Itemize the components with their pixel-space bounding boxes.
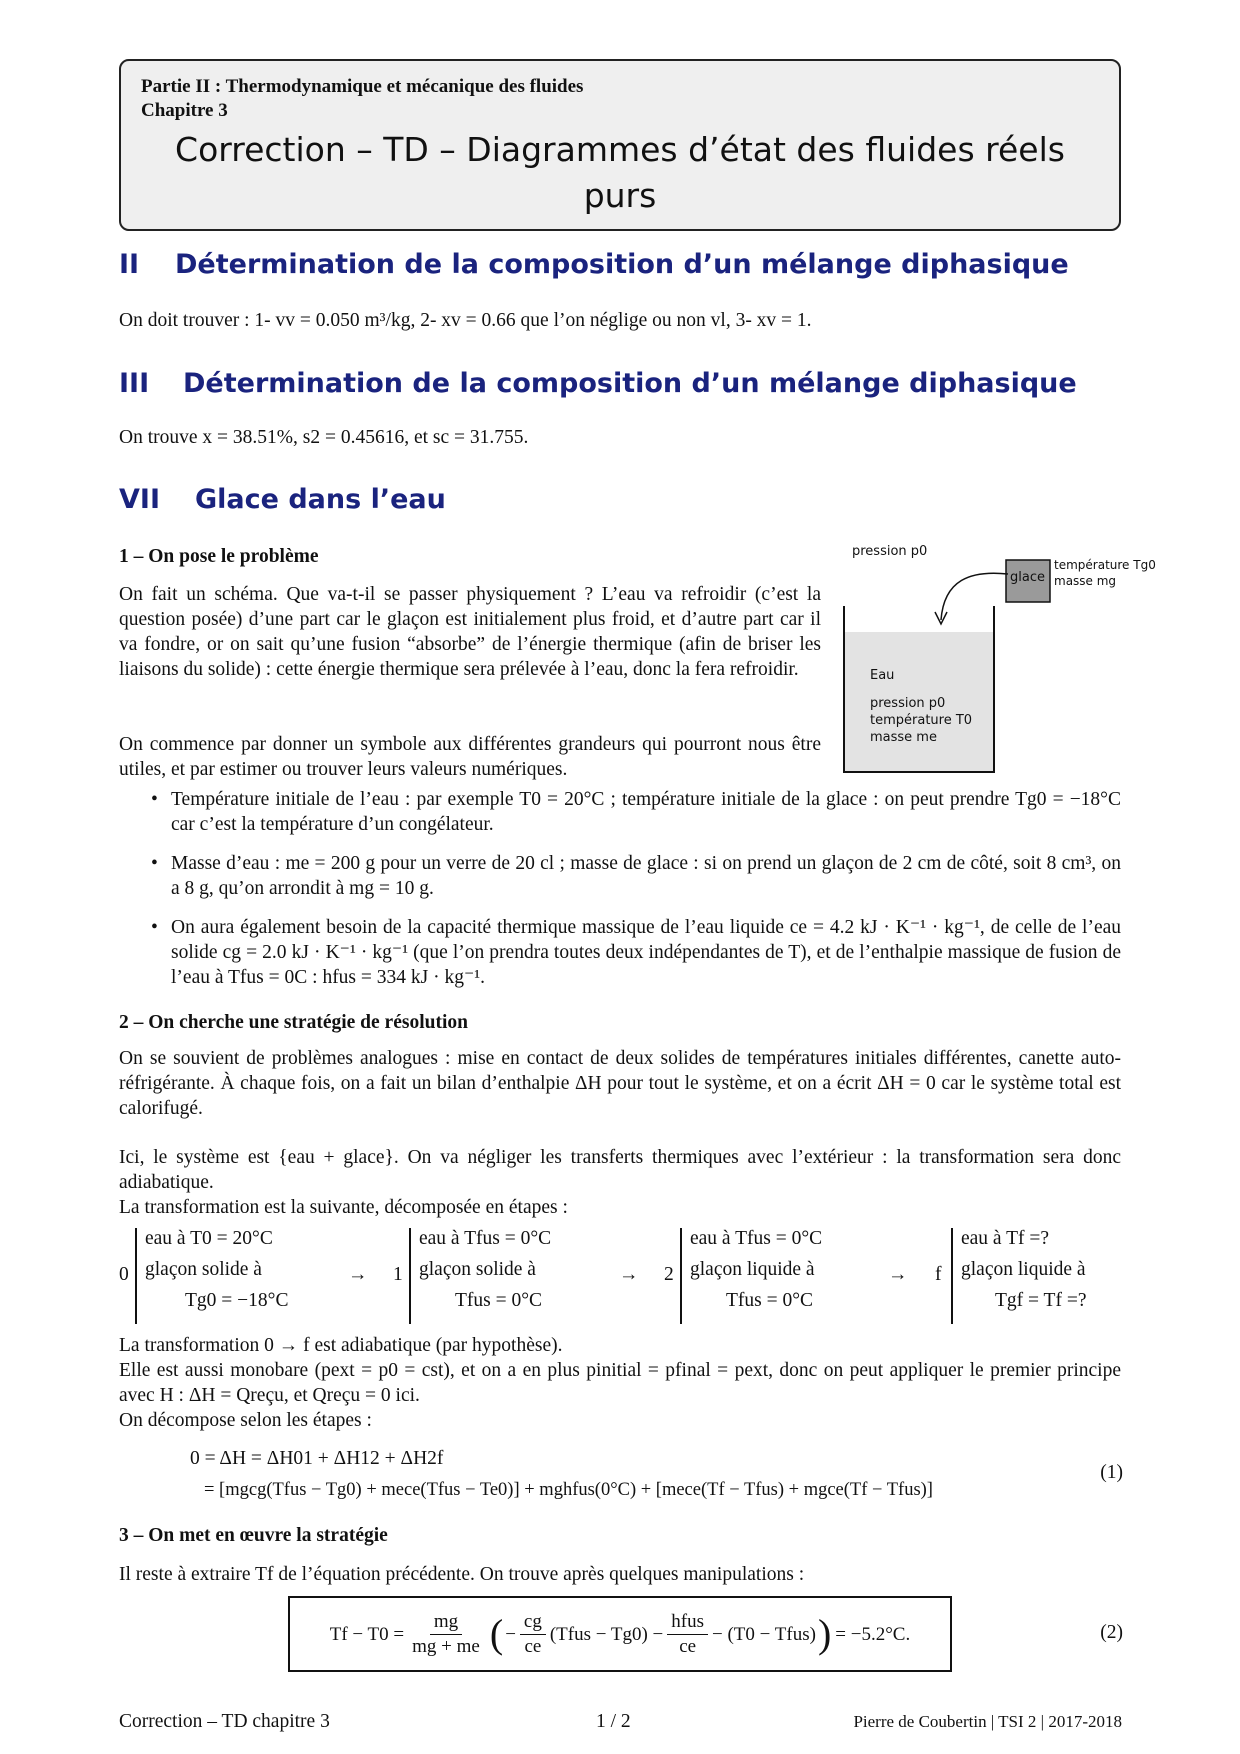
stage-line: Tg0 = −18°C bbox=[185, 1290, 289, 1311]
paragraph-extract: Il reste à extraire Tf de l’équation précédente. On trouve après quelques manipulations : bbox=[119, 1564, 805, 1585]
label-masse-glace: masse mg bbox=[1054, 574, 1117, 588]
eq2-result: = −5.2°C. bbox=[835, 1623, 911, 1645]
fraction-numerator: hfus bbox=[667, 1611, 708, 1635]
equation-2-number: (2) bbox=[1100, 1622, 1123, 1643]
page-title-line2: purs bbox=[583, 176, 657, 215]
stage-line: glaçon liquide à bbox=[961, 1259, 1086, 1280]
label-pression-eau: pression p0 bbox=[870, 696, 946, 711]
section-heading-ii bbox=[119, 249, 1069, 280]
section-number: VII bbox=[119, 484, 160, 515]
stage-line: eau à T0 = 20°C bbox=[145, 1228, 273, 1249]
parameters-list bbox=[171, 787, 1121, 1004]
stage-bar bbox=[135, 1228, 137, 1324]
stage-1 bbox=[393, 1228, 623, 1328]
subsection-1-title: 1 – On pose le problème bbox=[119, 546, 319, 567]
paragraph-schema: On fait un schéma. Que va-t-il se passer physiquement ? L’eau va refroidir (c’est la question posée) d’une part car le glaçon est initialement plus froid, et d’autre part car il va fondre, or on sait qu’une fusion “absorbe” de l’énergie thermique (afin de briser les liaisons du solide) : cette énergie thermique sera prélevée à l’eau, donc la fera refroidir. bbox=[119, 584, 821, 680]
fraction-numerator: mg bbox=[430, 1611, 462, 1635]
stage-line: Tfus = 0°C bbox=[455, 1290, 543, 1311]
section-heading-iii bbox=[119, 368, 1077, 399]
arrow-icon: → bbox=[348, 1264, 368, 1285]
label-pression-top: pression p0 bbox=[852, 544, 928, 559]
equation-2-box bbox=[288, 1596, 952, 1672]
page-number: 1 / 2 bbox=[596, 1711, 631, 1732]
section-ii-text: On doit trouver : 1- vv = 0.050 m³/kg, 2- xv = 0.66 que l’on néglige ou non vl, 3- xv = 1. bbox=[119, 310, 812, 331]
stage-line: eau à Tfus = 0°C bbox=[690, 1228, 823, 1249]
stage-bar bbox=[409, 1228, 411, 1324]
footer-right: Pierre de Coubertin | TSI 2 | 2017-2018 bbox=[853, 1712, 1122, 1731]
stage-label: 0 bbox=[119, 1264, 129, 1285]
section-iii-text: On trouve x = 38.51%, s2 = 0.45616, et sc = 31.755. bbox=[119, 427, 529, 448]
left-paren: ( bbox=[489, 1611, 504, 1656]
paragraph-adiabatic: La transformation 0 → f est adiabatique (par hypothèse). bbox=[119, 1335, 563, 1356]
stage-line: glaçon solide à bbox=[419, 1259, 536, 1280]
equation-1-line2: = [mgcg(Tfus − Tg0) + mece(Tfus − Te0)] + mghfus(0°C) + [mece(Tf − Tfus) + mgce(Tf − Tfus)] bbox=[204, 1480, 933, 1500]
eq2-tail: − (T0 − Tfus) bbox=[712, 1623, 816, 1645]
stage-line: glaçon solide à bbox=[145, 1259, 262, 1280]
section-title: Détermination de la composition d’un mélange diphasique bbox=[183, 368, 1077, 399]
stage-0 bbox=[119, 1228, 349, 1328]
paragraph-symbols: On commence par donner un symbole aux différentes grandeurs qui pourront nous être utiles, et par estimer ou trouver leurs valeurs numériques. bbox=[119, 734, 821, 780]
equation-1-number: (1) bbox=[1100, 1462, 1123, 1483]
subsection-3-title: 3 – On met en œuvre la stratégie bbox=[119, 1525, 388, 1546]
label-eau: Eau bbox=[870, 668, 895, 683]
stage-line: glaçon liquide à bbox=[690, 1259, 815, 1280]
stage-line: Tgf = Tf =? bbox=[995, 1290, 1087, 1311]
paragraph-monobare: Elle est aussi monobare (pext = p0 = cst), et on a en plus pinitial = pfinal = pext, donc on peut appliquer le premier principe avec H : ΔH = Qreçu, et Qreçu = 0 ici. bbox=[119, 1360, 1121, 1406]
label-glace: glace bbox=[1010, 570, 1045, 585]
transformation-stages bbox=[119, 1228, 1121, 1328]
label-masse-eau: masse me bbox=[870, 730, 937, 745]
fraction-denominator: ce bbox=[679, 1635, 697, 1657]
equation-1-line1: 0 = ΔH = ΔH01 + ΔH12 + ΔH2f bbox=[190, 1448, 444, 1469]
right-paren: ) bbox=[817, 1611, 832, 1656]
eq2-mid: (Tfus − Tg0) − bbox=[549, 1623, 664, 1645]
stage-2 bbox=[664, 1228, 894, 1328]
list-item: • Masse d’eau : me = 200 g pour un verre de 20 cl ; masse de glace : si on prend un glaçon de 2 cm de côté, soit 8 cm³, on a 8 g, qu’on arrondit à mg = 10 g. bbox=[171, 851, 1121, 901]
stage-f bbox=[935, 1228, 1121, 1328]
part-label: Partie II : Thermodynamique et mécanique des fluides bbox=[141, 76, 584, 97]
section-title: Détermination de la composition d’un mélange diphasique bbox=[175, 249, 1069, 280]
eq2-lhs: Tf − T0 = bbox=[329, 1623, 405, 1645]
beaker-diagram bbox=[840, 540, 1170, 780]
header-box bbox=[119, 59, 1121, 231]
arrow-icon: → bbox=[619, 1264, 639, 1285]
fraction-numerator: cg bbox=[520, 1611, 546, 1635]
stage-line: Tfus = 0°C bbox=[726, 1290, 814, 1311]
minus-sign: − bbox=[505, 1623, 516, 1645]
stage-label: 1 bbox=[393, 1264, 403, 1285]
stage-label: f bbox=[935, 1264, 942, 1285]
paragraph-analogues: On se souvient de problèmes analogues : mise en contact de deux solides de températures initiales différentes, canette auto-réfrigérante. À chaque fois, on a fait un bilan d’enthalpie ΔH pour tout le système, et on a écrit ΔH = 0 car le système total est calorifugé. bbox=[119, 1048, 1121, 1119]
paragraph-decompose: On décompose selon les étapes : bbox=[119, 1410, 372, 1431]
label-temp-glace: température Tg0 bbox=[1054, 558, 1156, 572]
arrow-icon: → bbox=[888, 1264, 908, 1285]
section-heading-vii bbox=[119, 484, 446, 515]
drop-arrow bbox=[941, 573, 1008, 620]
paragraph-transformation: La transformation est la suivante, décomposée en étapes : bbox=[119, 1197, 568, 1218]
eq2-fraction-3 bbox=[667, 1611, 708, 1658]
list-item: • Température initiale de l’eau : par exemple T0 = 20°C ; température initiale de la glace : on peut prendre Tg0 = −18°C car c’est la température d’un congélateur. bbox=[171, 787, 1121, 837]
stage-bar bbox=[680, 1228, 682, 1324]
stage-label: 2 bbox=[664, 1264, 674, 1285]
stage-line: eau à Tfus = 0°C bbox=[419, 1228, 552, 1249]
fraction-denominator: ce bbox=[524, 1635, 542, 1657]
list-item: • On aura également besoin de la capacité thermique massique de l’eau liquide ce = 4.2 kJ · K⁻¹ · kg⁻¹, de celle de l’eau solide cg = 2.0 kJ · K⁻¹ · kg⁻¹ (que l’on prendra toutes deux indépendantes de T), et de l’enthalpie massique de fusion de l’eau à Tfus = 0C : hfus = 334 kJ · kg⁻¹. bbox=[171, 915, 1121, 990]
chapter-label: Chapitre 3 bbox=[141, 100, 228, 121]
stage-line: eau à Tf =? bbox=[961, 1228, 1050, 1249]
fraction-denominator: mg + me bbox=[412, 1635, 480, 1657]
section-number: III bbox=[119, 368, 150, 399]
label-temp-eau: température T0 bbox=[870, 713, 973, 728]
section-number: II bbox=[119, 249, 140, 280]
eq2-fraction-1 bbox=[408, 1611, 484, 1658]
footer-left: Correction – TD chapitre 3 bbox=[119, 1711, 330, 1732]
section-title: Glace dans l’eau bbox=[195, 484, 446, 515]
page-title: Correction – TD – Diagrammes d’état des fluides réels bbox=[175, 130, 1065, 169]
subsection-2-title: 2 – On cherche une stratégie de résolution bbox=[119, 1012, 468, 1033]
stage-bar bbox=[951, 1228, 953, 1324]
paragraph-system: Ici, le système est {eau + glace}. On va négliger les transferts thermiques avec l’extérieur : la transformation sera donc adiabatique. bbox=[119, 1147, 1121, 1193]
eq2-fraction-2 bbox=[520, 1611, 546, 1658]
